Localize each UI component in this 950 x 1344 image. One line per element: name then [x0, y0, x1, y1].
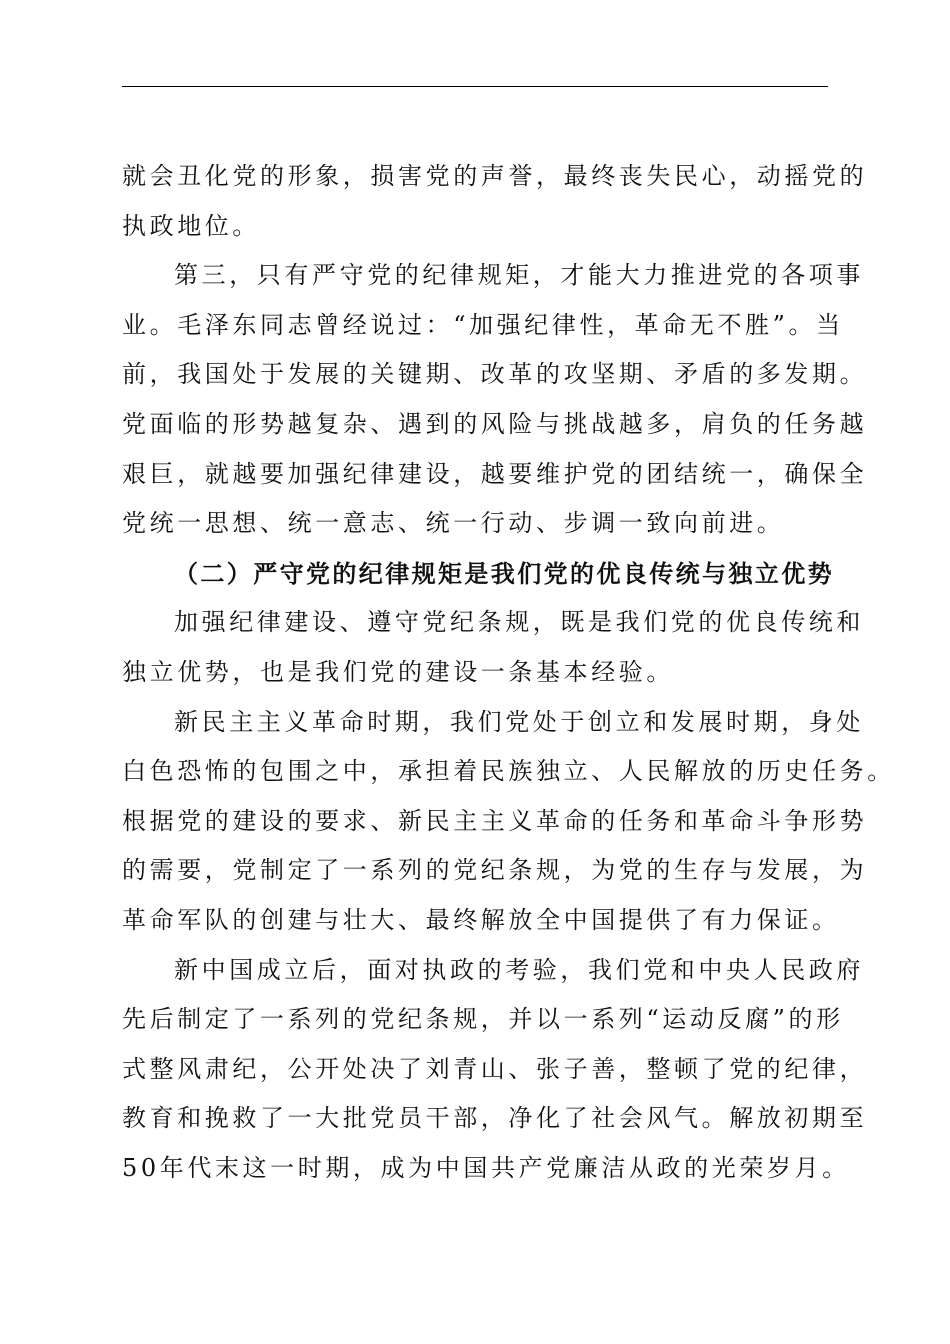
text-line: 艰巨，就越要加强纪律建设，越要维护党的团结统一，确保全 — [122, 459, 868, 488]
document-body — [122, 152, 895, 1193]
paragraph-start: 加强纪律建设、遵守党纪条规，既是我们党的优良传统和 — [174, 608, 864, 637]
text-line: 业。毛泽东同志曾经说过：“加强纪律性，革命无不胜”。当 — [122, 310, 844, 339]
text-line: 式整风肃纪，公开处决了刘青山、张子善，整顿了党的纪律， — [122, 1054, 868, 1083]
text-line: 教育和挽救了一大批党员干部，净化了社会风气。解放初期至 — [122, 1104, 868, 1133]
text-line: 党统一思想、统一意志、统一行动、步调一致向前进。 — [122, 509, 785, 538]
text-line: 白色恐怖的包围之中，承担着民族独立、人民解放的历史任务。 — [122, 757, 895, 786]
paragraph-start: 第三，只有严守党的纪律规矩，才能大力推进党的各项事 — [174, 261, 864, 290]
text-line: 党面临的形势越复杂、遇到的风险与挑战越多，肩负的任务越 — [122, 409, 868, 438]
text-line: 先后制定了一系列的党纪条规，并以一系列“运动反腐”的形 — [122, 1005, 844, 1034]
text-line: 前，我国处于发展的关键期、改革的攻坚期、矛盾的多发期。 — [122, 360, 868, 389]
text-line: 独立优势，也是我们党的建设一条基本经验。 — [122, 657, 674, 686]
section-heading: （二）严守党的纪律规矩是我们党的优良传统与独立优势 — [174, 558, 834, 588]
text-line: 50年代末这一时期，成为中国共产党廉洁从政的光荣岁月。 — [122, 1153, 850, 1182]
text-line: 就会丑化党的形象，损害党的声誉，最终丧失民心，动摇党的 — [122, 162, 868, 190]
paragraph-start: 新中国成立后，面对执政的考验，我们党和中央人民政府 — [174, 955, 864, 984]
paragraph-start: 新民主主义革命时期，我们党处于创立和发展时期，身处 — [174, 707, 864, 736]
text-line: 执政地位。 — [122, 211, 260, 240]
text-line: 根据党的建设的要求、新民主主义革命的任务和革命斗争形势 — [122, 806, 868, 835]
text-line: 革命军队的创建与壮大、最终解放全中国提供了有力保证。 — [122, 905, 840, 934]
text-line: 的需要，党制定了一系列的党纪条规，为党的生存与发展，为 — [122, 856, 868, 885]
header-rule — [122, 86, 828, 87]
